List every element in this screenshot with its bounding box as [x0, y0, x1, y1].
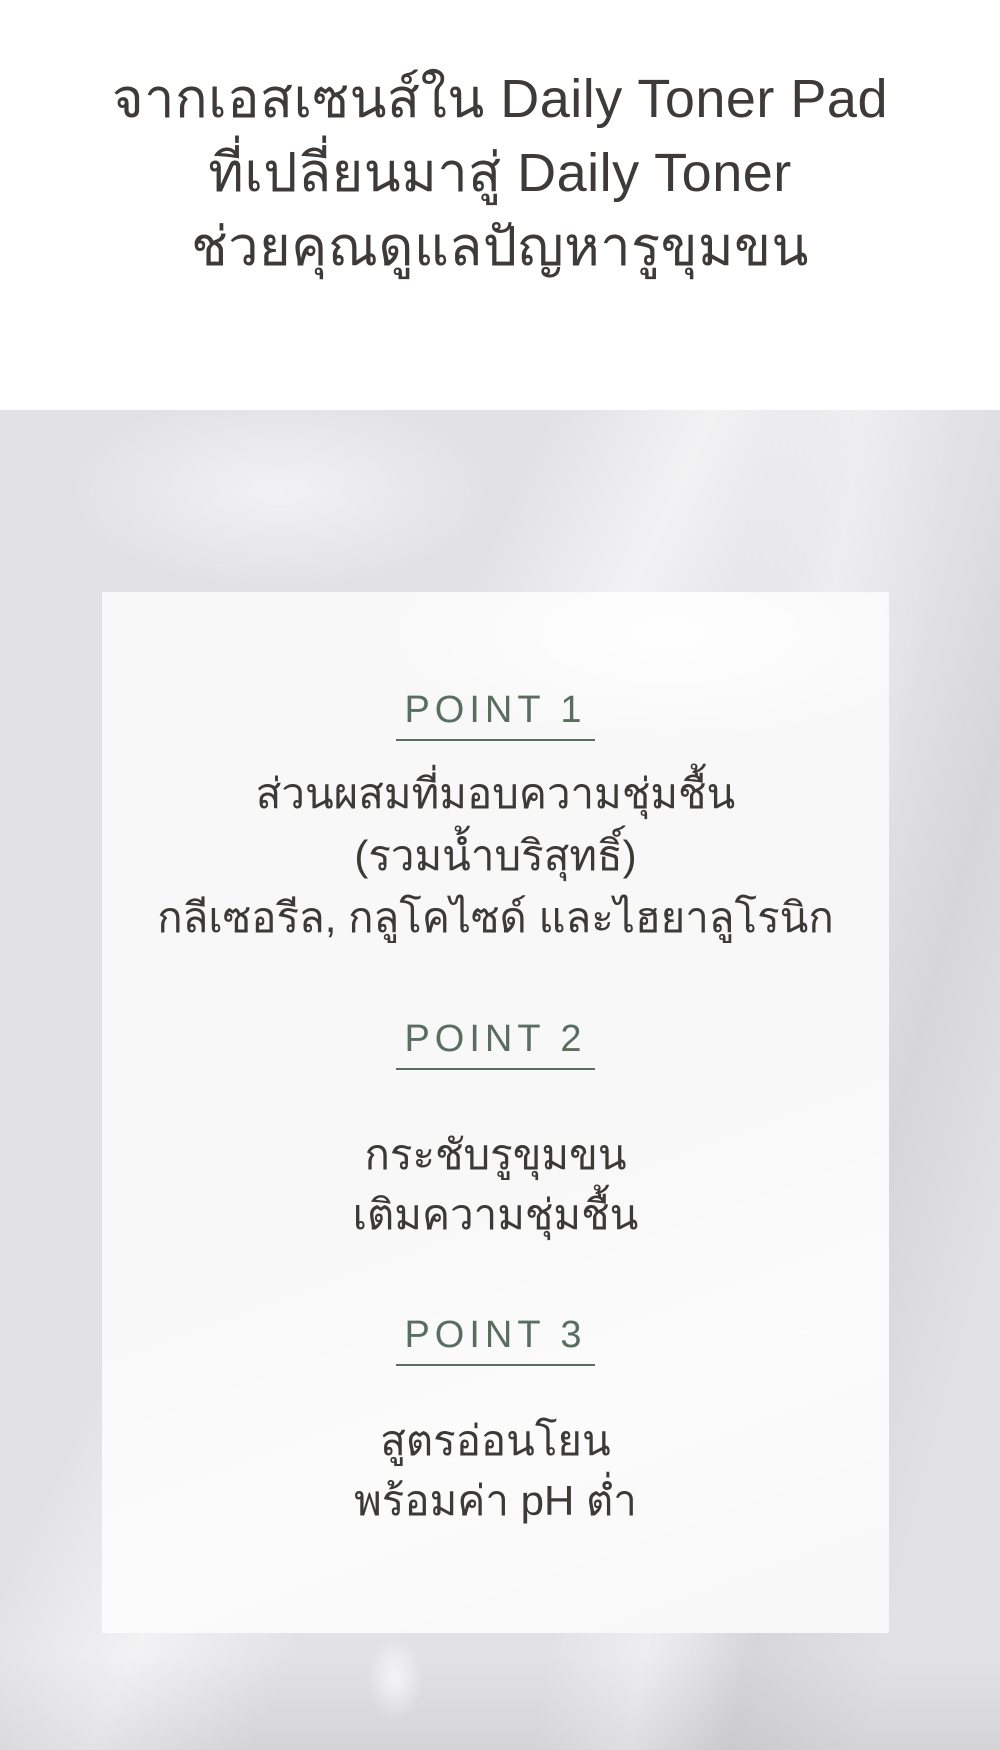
hero-title-line-1: จากเอสเซนส์ใน Daily Toner Pad	[112, 69, 888, 129]
point-2-heading	[102, 1019, 889, 1070]
point-3-label: POINT 3	[396, 1315, 594, 1366]
point-1-body	[102, 763, 889, 949]
hero-section	[0, 0, 1000, 410]
point-3-heading	[102, 1315, 889, 1366]
point-2-label: POINT 2	[396, 1019, 594, 1070]
point-1-line-1: ส่วนผสมที่มอบความชุ่มชื้น	[255, 770, 736, 817]
point-3-body	[102, 1411, 889, 1531]
point-2-body	[102, 1125, 889, 1245]
point-2-line-2: เติมความชุ่มชื้น	[352, 1191, 639, 1238]
point-1-line-2: (รวมน้ำบริสุทธิ์)	[354, 832, 637, 879]
points-card	[102, 592, 889, 1633]
hero-title-line-3: ช่วยคุณดูแลปัญหารูขุมขน	[191, 217, 809, 277]
point-3-line-1: สูตรอ่อนโยน	[380, 1417, 611, 1464]
point-3-line-2: พร้อมค่า pH ต่ำ	[354, 1477, 637, 1524]
point-2-line-1: กระชับรูขุมขน	[364, 1131, 627, 1178]
point-1-label: POINT 1	[396, 690, 594, 741]
texture-background-section	[0, 410, 1000, 1750]
point-1-line-3: กลีเซอรีล, กลูโคไซด์ และไฮยาลูโรนิก	[157, 894, 834, 941]
hero-title-line-2: ที่เปลี่ยนมาสู่ Daily Toner	[208, 143, 792, 203]
point-1-heading	[102, 690, 889, 741]
